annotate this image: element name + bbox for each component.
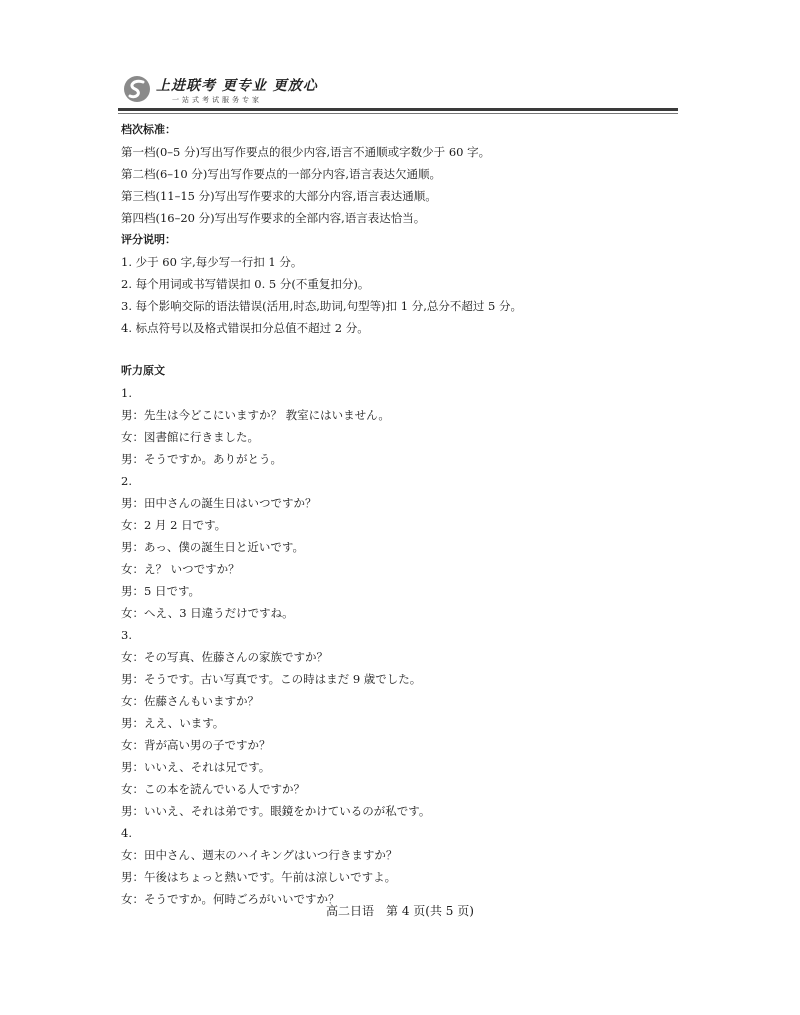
grading-item: 第四档(16–20 分)写出写作要求的全部内容,语言表达恰当。: [121, 211, 426, 225]
transcript-line: 女：そうですか。何時ごろがいいですか？: [121, 892, 340, 906]
page-content: [121, 119, 681, 910]
transcript-line: 4.: [121, 826, 132, 840]
grading-heading: 档次标准：: [121, 123, 176, 136]
brand-title: 上进联考 更专业 更放心: [156, 78, 318, 94]
transcript-line: 女：田中さん、週末のハイキングはいつ行きますか？: [121, 848, 398, 862]
transcript-line: 女：背が高い男の子ですか？: [121, 738, 271, 752]
transcript-line: 男：いいえ、それは兄です。: [121, 760, 271, 774]
grading-item: 第三档(11–15 分)写出写作要求的大部分内容,语言表达通顺。: [121, 189, 437, 203]
transcript-line: 1.: [121, 386, 132, 400]
scoring-item: 1. 少于 60 字,每少写一行扣 1 分。: [121, 255, 303, 269]
listening-transcript: [121, 382, 681, 910]
transcript-line: 男：田中さんの誕生日はいつですか？: [121, 496, 317, 510]
header-rule-thin: [118, 113, 678, 114]
page-footer: 高二日语 第 4 页(共 5 页): [326, 904, 474, 918]
scoring-item: 3. 每个影响交际的语法错误(活用,时态,助词,句型等)扣 1 分,总分不超过 5 分。: [121, 299, 522, 313]
listening-heading: 听力原文: [121, 364, 165, 377]
transcript-line: 男：そうです。古い写真です。この時はまだ 9 歳でした。: [121, 672, 422, 686]
transcript-line: 男：あっ、僕の誕生日と近いです。: [121, 540, 304, 554]
transcript-line: 2.: [121, 474, 132, 488]
grading-item: 第一档(0–5 分)写出写作要点的很少内容,语言不通顺或字数少于 60 字。: [121, 145, 491, 159]
transcript-line: 男：午後はちょっと熱いです。午前は涼しいですよ。: [121, 870, 397, 884]
grading-item: 第二档(6–10 分)写出写作要点的一部分内容,语言表达欠通顺。: [121, 167, 441, 181]
transcript-line: 女：この本を読んでいる人ですか？: [121, 782, 305, 796]
transcript-line: 男：いいえ、それは弟です。眼鏡をかけているのが私です。: [121, 804, 431, 818]
scoring-item: 4. 标点符号以及格式错误扣分总值不超过 2 分。: [121, 321, 369, 335]
transcript-line: 男：ええ、います。: [121, 716, 225, 730]
logo-icon: [122, 74, 152, 104]
scoring-item: 2. 每个用词或书写错误扣 0. 5 分(不重复扣分)。: [121, 277, 370, 291]
transcript-line: 女：佐藤さんもいますか？: [121, 694, 259, 708]
transcript-line: 3.: [121, 628, 132, 642]
section-spacer: [121, 339, 681, 360]
brand-subtitle: 一站式考试服务专家: [172, 96, 262, 104]
transcript-line: 女：その写真、佐藤さんの家族ですか？: [121, 650, 328, 664]
transcript-line: 女：2 月 2 日です。: [121, 518, 227, 532]
transcript-line: 女：へえ、3 日違うだけですね。: [121, 606, 294, 620]
scoring-heading: 评分说明：: [121, 233, 176, 246]
header-rule: [118, 108, 678, 111]
transcript-line: 女：え？ いつですか？: [121, 562, 240, 576]
transcript-line: 女：図書館に行きました。: [121, 430, 259, 444]
transcript-line: 男：先生は今どこにいますか？ 教室にはいません。: [121, 408, 390, 422]
transcript-line: 男：5 日です。: [121, 584, 201, 598]
transcript-line: 男：そうですか。ありがとう。: [121, 452, 282, 466]
